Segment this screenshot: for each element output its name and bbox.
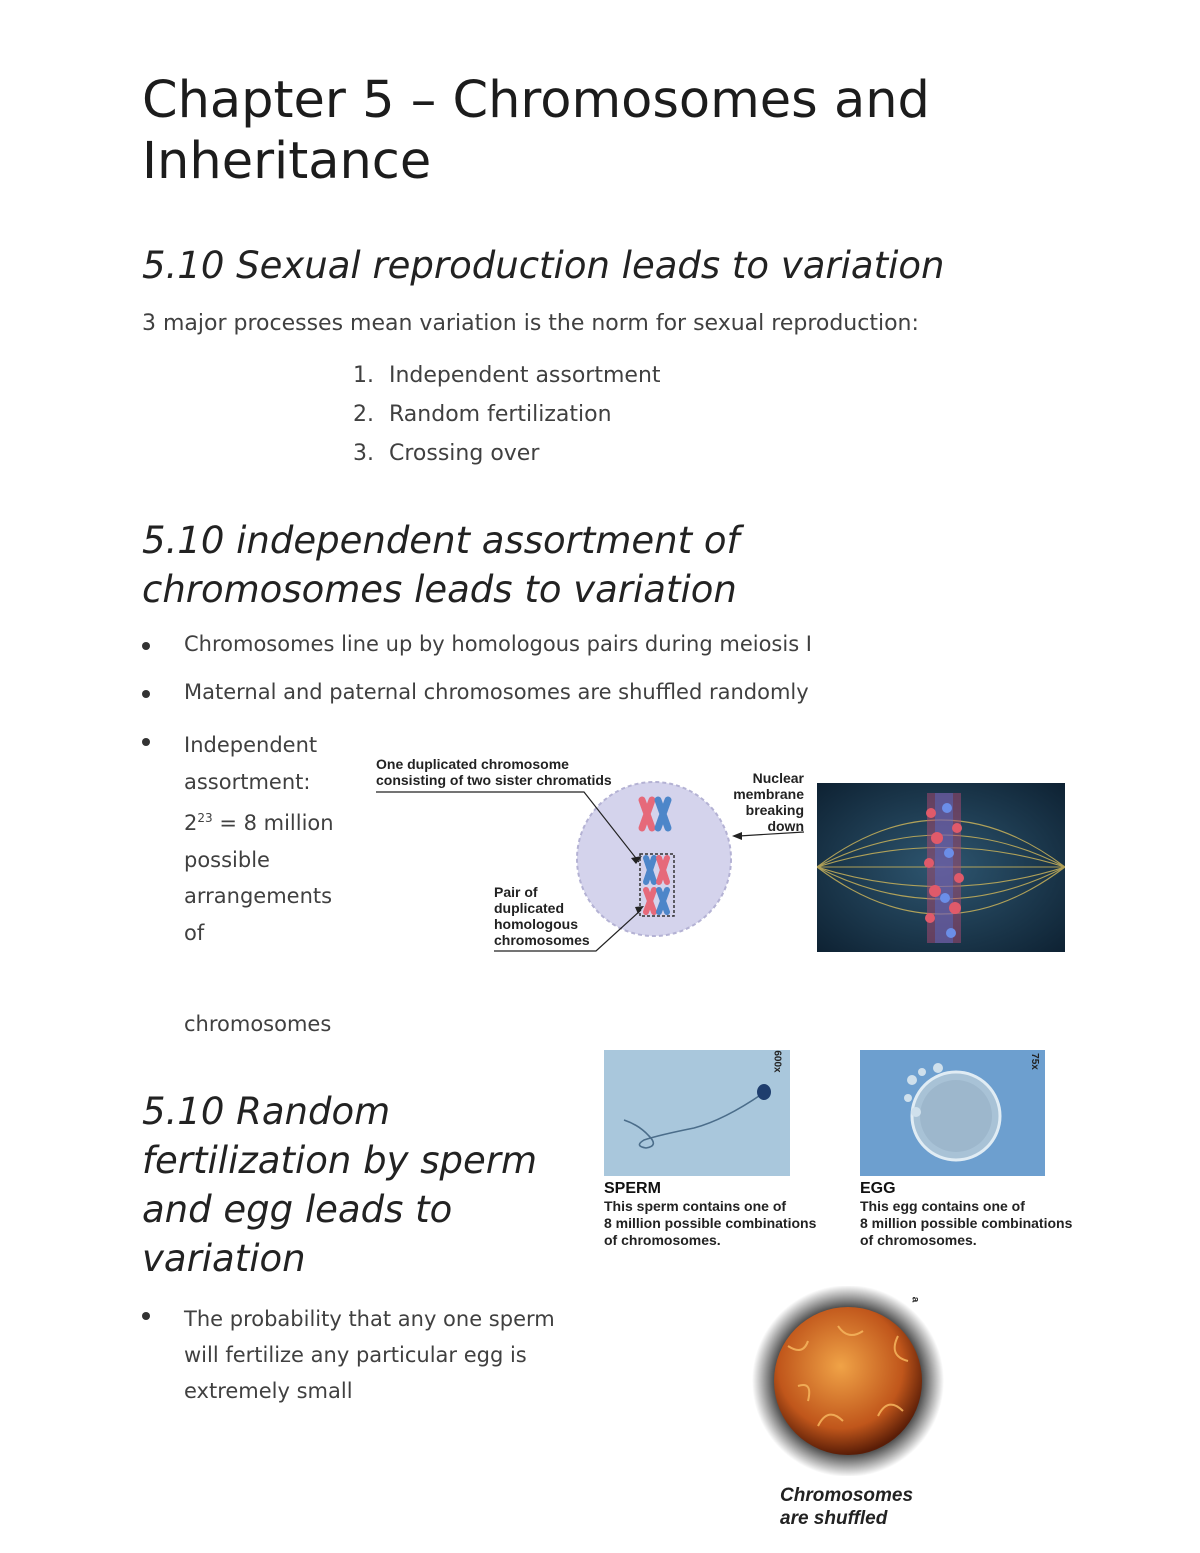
egg-micrograph xyxy=(860,1050,1045,1176)
bullet-dot xyxy=(142,690,150,698)
figure-label-nuclear-membrane: Nuclear membrane breaking down xyxy=(733,770,804,834)
chromosome-blue-top xyxy=(658,800,668,828)
meiosis-diagram xyxy=(374,754,814,964)
section2-heading: 5.10 independent assortment of chromosomes leads to variation xyxy=(142,519,740,611)
bullet-item: Maternal and paternal chromosomes are shuffled randomly xyxy=(184,680,809,704)
bullet-item: Chromosomes line up by homologous pairs during meiosis I xyxy=(184,632,813,656)
list-item: 1. Independent assortment xyxy=(353,363,661,388)
image-letter-mark: a xyxy=(909,1296,921,1303)
figure-label-chromosome: One duplicated chromosome consisting of two sister chromatids xyxy=(376,756,612,788)
bullet-dot xyxy=(142,738,150,746)
section1-intro: 3 major processes mean variation is the norm for sexual reproduction: xyxy=(142,311,919,336)
shuffled-caption: Chromosomes are shuffled xyxy=(780,1485,914,1529)
chapter-title: Chapter 5 – Chromosomes and Inheritance xyxy=(142,71,930,191)
figure-label-homologous-pair: Pair of duplicated homologous chromosomes xyxy=(494,884,590,948)
sperm-caption: SPERM This sperm contains one of 8 million possible combinations of chromosomes. xyxy=(604,1180,817,1248)
chromosome-red-top xyxy=(642,800,652,828)
bullet-dot xyxy=(142,642,150,650)
egg-magnification: 75x xyxy=(1029,1053,1041,1070)
bullet-dot xyxy=(142,1312,150,1320)
fertilized-egg-image xyxy=(748,1286,948,1476)
sperm-magnification: 600x xyxy=(771,1050,783,1073)
bullet-trailing-text: chromosomes xyxy=(184,1012,332,1036)
sperm-micrograph xyxy=(604,1050,790,1176)
egg-caption: EGG This egg contains one of 8 million possible combinations of chromosomes. xyxy=(860,1180,1073,1248)
list-item: 3. Crossing over xyxy=(353,441,540,466)
section1-heading: 5.10 Sexual reproduction leads to variation xyxy=(142,244,945,287)
list-item: 2. Random fertilization xyxy=(353,402,612,427)
bullet-item-independent-assortment: Independent assortment: $2^{23} = 8$ million possible arrangements of xyxy=(184,733,334,945)
bullet-item-probability: The probability that any one sperm will fertilize any particular egg is extremely small xyxy=(184,1307,555,1403)
numbered-list xyxy=(353,356,661,473)
spindle-micrograph xyxy=(817,783,1065,952)
section3-heading: 5.10 Random fertilization by sperm and egg leads to variation xyxy=(142,1090,538,1280)
